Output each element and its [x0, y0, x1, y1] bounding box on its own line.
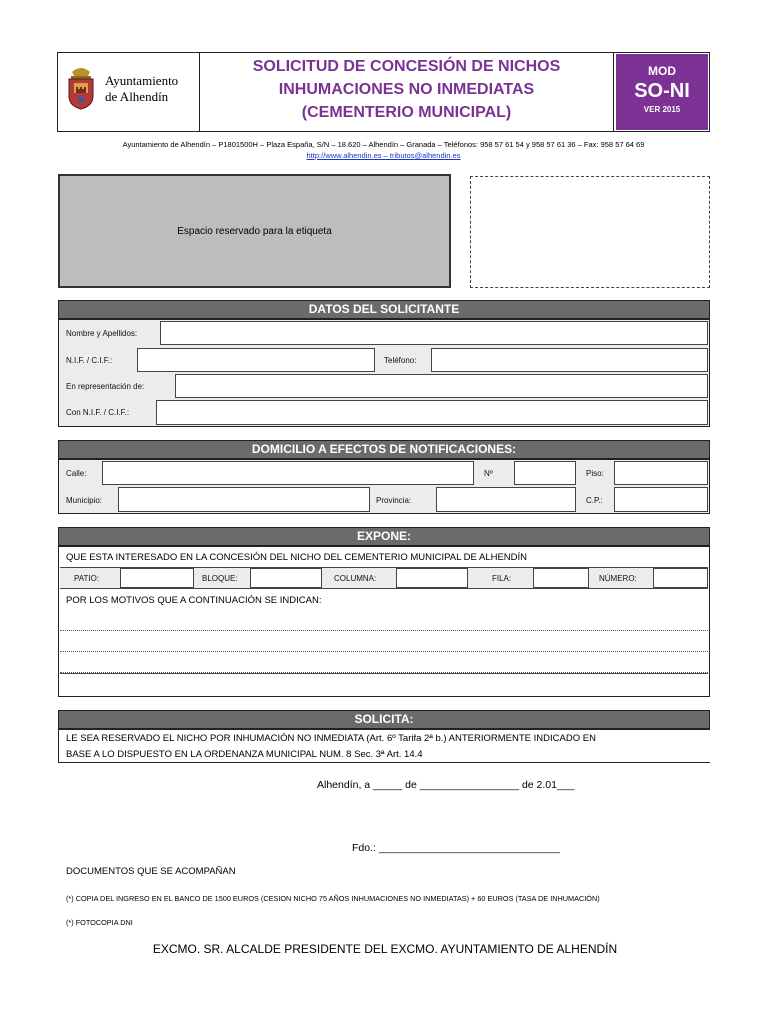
- addressee: EXCMO. SR. ALCALDE PRESIDENTE DEL EXCMO. AYUNTAMIENTO DE ALHENDÍN: [152, 942, 618, 956]
- representacion-field[interactable]: [175, 374, 708, 398]
- label-space-box: [58, 174, 451, 288]
- piso-label: Piso:: [586, 469, 604, 478]
- provincia-label: Provincia:: [376, 496, 412, 505]
- logo-cell: [57, 52, 200, 132]
- telefono-field[interactable]: [431, 348, 708, 372]
- numero-nicho-label: NÚMERO:: [599, 574, 637, 583]
- contact-line1: Ayuntamiento de Alhendín – P1801500H – Plaza España, S/N – 18.620 – Alhendín – Granada – Teléfonos: 958 57 61 54 y 958 57 61 36 – Fax: 958 57 64 69: [122, 140, 645, 149]
- patio-label: PATIO:: [74, 574, 100, 583]
- bloque-field[interactable]: [250, 568, 322, 588]
- fila-field[interactable]: [533, 568, 589, 588]
- contact-line2[interactable]: http://www.alhendin.es – tributos@alhendin.es: [306, 151, 461, 160]
- calle-label: Calle:: [66, 469, 87, 478]
- title-line1: SOLICITUD DE CONCESIÓN DE NICHOS: [252, 58, 561, 75]
- expone-line1: QUE ESTA INTERESADO EN LA CONCESIÓN DEL NICHO DEL CEMENTERIO MUNICIPAL DE ALHENDÍN: [66, 552, 528, 563]
- nombre-label: Nombre y Apellidos:: [66, 329, 138, 338]
- mod-code: SO-NI: [634, 80, 690, 102]
- motivos-line: POR LOS MOTIVOS QUE A CONTINUACIÓN SE INDICAN:: [66, 595, 322, 606]
- calle-field[interactable]: [102, 461, 474, 485]
- con-nif-label: Con N.I.F. / C.I.F.:: [66, 408, 130, 417]
- signature-line[interactable]: Fdo.: _______________________________: [352, 842, 560, 854]
- numero-field[interactable]: [514, 461, 576, 485]
- telefono-label: Teléfono:: [384, 356, 417, 365]
- documents-title: DOCUMENTOS QUE SE ACOMPAÑAN: [66, 866, 236, 877]
- columna-label: COLUMNA:: [334, 574, 377, 583]
- section-domicilio-header: DOMICILIO A EFECTOS DE NOTIFICACIONES:: [58, 440, 710, 459]
- motivos-line-3[interactable]: [60, 652, 708, 673]
- section-expone-header: EXPONE:: [58, 527, 710, 546]
- nif-field[interactable]: [137, 348, 375, 372]
- municipio-field[interactable]: [118, 487, 370, 512]
- title-line3: (CEMENTERIO MUNICIPAL): [301, 104, 512, 121]
- title-line2: INHUMACIONES NO INMEDIATAS: [278, 81, 535, 98]
- model-code-box: [616, 54, 708, 130]
- provincia-field[interactable]: [436, 487, 576, 512]
- representacion-label: En representación de:: [66, 382, 145, 391]
- piso-field[interactable]: [614, 461, 708, 485]
- patio-field[interactable]: [120, 568, 194, 588]
- section-solicita-header: SOLICITA:: [58, 710, 710, 729]
- solicita-line2: BASE A LO DISPUESTO EN LA ORDENANZA MUNICIPAL NUM. 8 Sec. 3ª Art. 14.4: [66, 749, 423, 760]
- section-solicitante-header: DATOS DEL SOLICITANTE: [58, 300, 710, 319]
- numero-nicho-field[interactable]: [653, 568, 708, 588]
- title-cell: [200, 52, 614, 132]
- mod-version: VER 2015: [643, 105, 681, 114]
- cp-label: C.P.:: [586, 496, 603, 505]
- columna-field[interactable]: [396, 568, 468, 588]
- municipio-label: Municipio:: [66, 496, 103, 505]
- coat-of-arms-icon: [66, 64, 96, 110]
- fila-label: FILA:: [492, 574, 512, 583]
- solicita-line1: LE SEA RESERVADO EL NICHO POR INHUMACIÓN NO INMEDIATA (Art. 6º Tarifa 2ª b.) ANTERIORMENTE INDICADO EN: [66, 733, 596, 744]
- mod-label: MOD: [648, 64, 676, 78]
- cp-field[interactable]: [614, 487, 708, 512]
- logo-text-line2: de Alhendín: [105, 89, 169, 104]
- nif-label: N.I.F. / C.I.F.:: [66, 356, 113, 365]
- motivos-line-2[interactable]: [60, 631, 708, 652]
- motivos-line-4[interactable]: [60, 673, 708, 695]
- numero-label: Nº: [484, 469, 493, 478]
- logo-text-line1: Ayuntamiento: [105, 73, 179, 88]
- nombre-field[interactable]: [160, 321, 708, 345]
- bloque-label: BLOQUE:: [202, 574, 238, 583]
- document-item-1: (*) COPIA DEL INGRESO EN EL BANCO DE 1500 EUROS (CESION NICHO 75 AÑOS INHUMACIONES NO INMEDIATAS) + 60 EUROS (TASA DE INHUMACIÓN): [66, 894, 600, 903]
- stamp-box: [470, 176, 710, 288]
- motivos-line-1[interactable]: [60, 610, 708, 631]
- document-item-2: (*) FOTOCOPIA DNI: [66, 918, 133, 927]
- con-nif-field[interactable]: [156, 400, 708, 425]
- label-space-text: Espacio reservado para la etiqueta: [177, 226, 332, 237]
- date-line[interactable]: Alhendín, a _____ de _________________ de 2.01___: [317, 779, 575, 791]
